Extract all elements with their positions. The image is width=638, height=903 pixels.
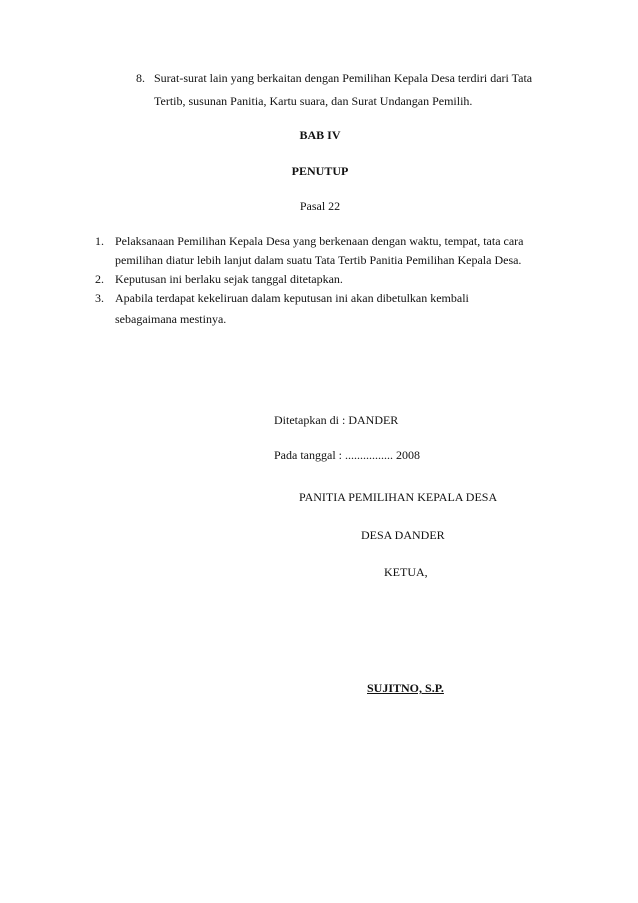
- prev-item-line-1: Surat-surat lain yang berkaitan dengan Pemilihan Kepala Desa terdiri dari Tata: [154, 71, 533, 85]
- item-3-number: 3.: [95, 291, 104, 305]
- item-2-line-1: Keputusan ini berlaku sejak tanggal ditetapkan.: [115, 272, 343, 286]
- signature-name: SUJITNO, S.P.: [367, 681, 444, 695]
- chapter-title: PENUTUP: [291, 164, 349, 178]
- item-3-line-1: Apabila terdapat kekeliruan dalam keputusan ini akan dibetulkan kembali: [115, 291, 469, 305]
- prev-item-number: 8.: [136, 71, 145, 85]
- item-3-line-2: sebagaimana mestinya.: [115, 312, 227, 326]
- chapter-heading: BAB IV: [299, 128, 341, 142]
- enactment-place: Ditetapkan di : DANDER: [274, 413, 399, 427]
- item-1-number: 1.: [95, 234, 104, 248]
- item-1-line-1: Pelaksanaan Pemilihan Kepala Desa yang berkenaan dengan waktu, tempat, tata cara: [115, 234, 524, 248]
- signature-committee: PANITIA PEMILIHAN KEPALA DESA: [299, 490, 498, 504]
- signature-role: KETUA,: [384, 565, 428, 579]
- enactment-date: Pada tanggal : ................ 2008: [274, 448, 420, 462]
- item-1-line-2: pemilihan diatur lebih lanjut dalam suatu Tata Tertib Panitia Pemilihan Kepala Desa.: [115, 253, 522, 267]
- prev-item-line-2: Tertib, susunan Panitia, Kartu suara, dan Surat Undangan Pemilih.: [154, 94, 473, 108]
- signature-village: DESA DANDER: [361, 528, 445, 542]
- article-heading: Pasal 22: [299, 199, 341, 213]
- item-2-number: 2.: [95, 272, 104, 286]
